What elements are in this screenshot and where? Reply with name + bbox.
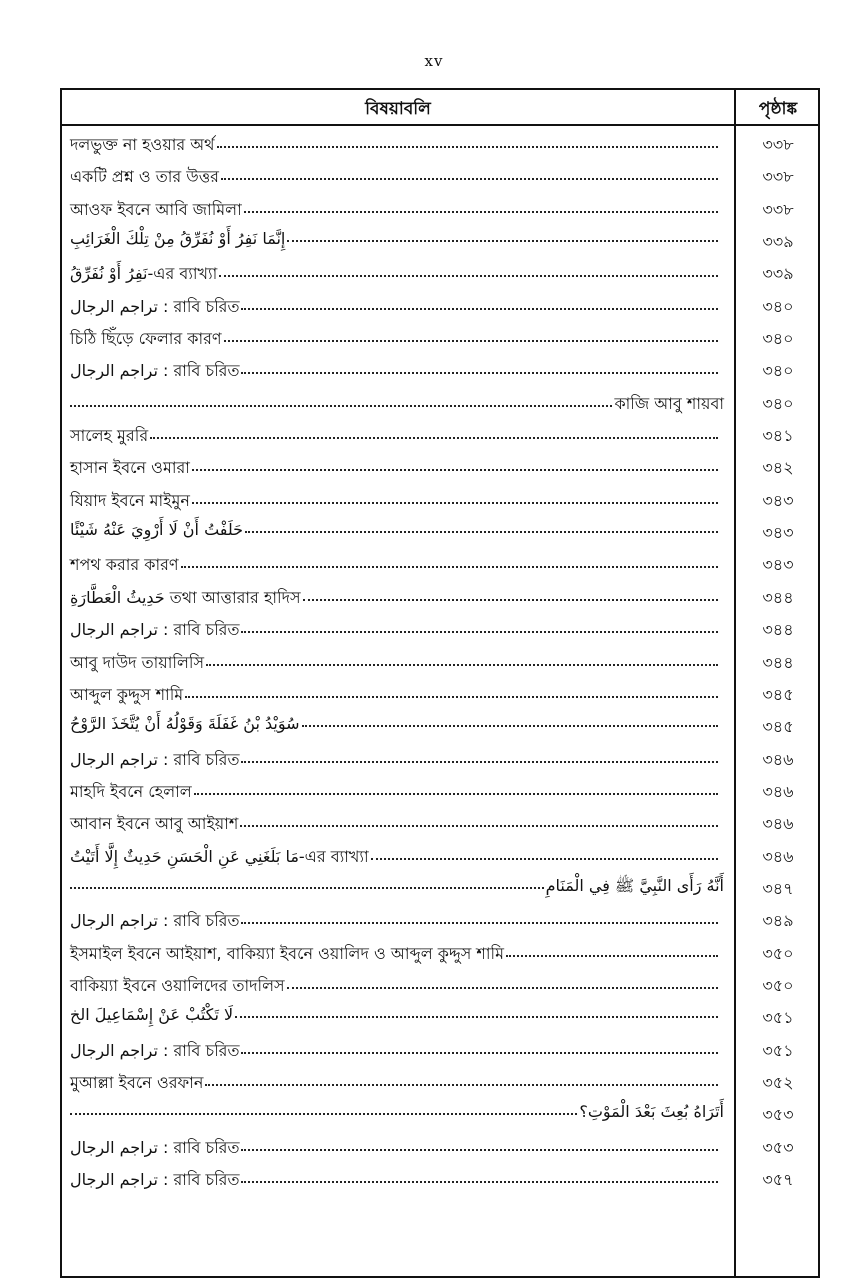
toc-row: [62, 546, 818, 578]
dot-leader: [150, 437, 718, 439]
dot-leader: [241, 372, 718, 374]
toc-entry-page: ৩৫৭: [762, 1170, 794, 1189]
toc-entry-page: ৩৪০: [762, 361, 794, 381]
dot-leader: [185, 696, 718, 698]
toc-entry-title: [70, 520, 724, 539]
toc-entry-page: ৩৪০: [762, 329, 794, 349]
dot-leader: [217, 146, 718, 148]
toc-entry-text: ইসমাইল ইবনে আইয়াশ, বাকিয়্যা ইবনে ওয়ালিদ ও আব্দুল কুদ্দুস শামি: [70, 943, 504, 963]
toc-entry-title: [70, 132, 724, 159]
toc-entry-page: ৩৪৪: [762, 587, 794, 607]
toc-entry-title: [70, 1102, 724, 1121]
toc-entry-text: تراجم الرجال : রাবি চরিত: [70, 1137, 240, 1157]
toc-entry-page: ৩৪৪: [762, 652, 794, 672]
toc-row: [62, 579, 818, 611]
dot-leader: [241, 761, 718, 763]
toc-entry-text: আবু দাউদ তায়ালিসি: [70, 652, 205, 672]
toc-entry-title: [70, 844, 724, 871]
toc-entry-text: تراجم الرجال : রাবি চরিত: [70, 361, 240, 381]
toc-entry-text: আওফ ইবনে আবি জামিলা: [70, 199, 242, 219]
toc-entry-text: আবান ইবনে আবু আইয়াশ: [70, 814, 239, 834]
toc-entry-text: أَتَرَاهُ بُعِثَ بَعْدَ الْمَوْتِ؟: [579, 1102, 724, 1122]
dot-leader: [181, 566, 718, 568]
toc-row: [62, 644, 818, 676]
dot-leader: [224, 340, 718, 342]
toc-entry-title: [70, 455, 724, 482]
toc-row: [62, 449, 818, 481]
toc-entry-page: ৩৪৬: [762, 781, 794, 801]
toc-entry-page: ৩৪৪: [762, 620, 794, 640]
dot-leader: [371, 858, 718, 860]
toc-entry-page: ৩৪৫: [762, 684, 794, 704]
toc-entry-page: ৩৫৩: [762, 1105, 794, 1125]
toc-entry-page: ৩৩৮: [762, 135, 794, 154]
toc-rows: [62, 126, 818, 1193]
toc-row: [62, 676, 818, 708]
dot-leader: [192, 502, 718, 504]
toc-row: [62, 191, 818, 223]
dot-leader: [241, 1181, 718, 1183]
toc-entry-text: হাসান ইবনে ওমারা: [70, 458, 190, 478]
toc-row: [62, 805, 818, 837]
toc-entry-text: سُوَيْدُ بْنُ غَفَلَةَ وَقَوْلُهُ أَنْ يُتَّخَذَ الرَّوْحُ: [70, 714, 300, 734]
toc-entry-text: মাহদি ইবনে হেলাল: [70, 781, 192, 801]
dot-leader: [240, 825, 718, 827]
dot-leader: [241, 922, 718, 924]
toc-entry-text: لَا تَكْتُبْ عَنْ إِسْمَاعِيلَ الخ: [70, 1005, 234, 1025]
toc-entry-text: تراجم الرجال : রাবি চরিত: [70, 1040, 240, 1060]
toc-entry-title: [70, 164, 724, 191]
toc-row: [62, 741, 818, 773]
toc-row: [62, 288, 818, 320]
toc-row: [62, 223, 818, 255]
toc-entry-text: শপথ করার কারণ: [70, 555, 179, 575]
toc-row: [62, 1161, 818, 1193]
toc-entry-text: দলভুক্ত না হওয়ার অর্থ: [70, 135, 215, 154]
toc-entry-title: [70, 876, 724, 899]
toc-entry-text: একটি প্রশ্ন ও তার উত্তর: [70, 167, 219, 187]
toc-entry-page: ৩৩৯: [762, 264, 794, 284]
dot-leader: [506, 955, 718, 957]
toc-entry-title: [70, 585, 724, 612]
toc-entry-page: ৩৪২: [762, 458, 794, 478]
dot-leader: [235, 1016, 718, 1018]
dot-leader: [303, 599, 718, 601]
dot-leader: [241, 631, 718, 633]
toc-row: [62, 838, 818, 870]
toc-row: [62, 1032, 818, 1064]
toc-entry-page: ৩৫২: [762, 1072, 794, 1092]
toc-entry-text: مَا بَلَغَنِي عَنِ الْحَسَنِ حَدِيثٌ إِلَّا أَتَيْتُ-এর ব্যাখ্যা: [70, 846, 369, 866]
toc-entry-text: تراجم الرجال : রাবি চরিত: [70, 749, 240, 769]
toc-row: [62, 935, 818, 967]
toc-entry-text: تراجم الرجال : রাবি চরিত: [70, 296, 240, 316]
toc-entry-title: [70, 423, 724, 450]
toc-entry-page: ৩৪৬: [762, 749, 794, 769]
dot-leader: [205, 1084, 718, 1086]
dot-leader: [244, 211, 718, 213]
toc-row: [62, 902, 818, 934]
toc-row: [62, 514, 818, 546]
toc-entry-title: [70, 1135, 724, 1162]
dot-leader: [287, 987, 718, 989]
dot-leader: [70, 887, 544, 889]
dot-leader: [221, 178, 718, 180]
toc-entry-title: [70, 488, 724, 515]
toc-entry-page: ৩৫০: [762, 975, 794, 995]
toc-entry-title: [70, 229, 724, 248]
toc-row: [62, 255, 818, 287]
toc-entry-page: ৩৪৬: [762, 846, 794, 866]
toc-entry-text: বাকিয়্যা ইবনে ওয়ালিদের তাদলিস: [70, 975, 285, 995]
toc-row: [62, 320, 818, 352]
toc-entry-title: [70, 1005, 724, 1024]
header-topics: বিষয়াবলি: [365, 99, 431, 119]
dot-leader: [241, 1052, 718, 1054]
dot-leader: [287, 240, 718, 242]
toc-entry-page: ৩৫১: [762, 1040, 794, 1060]
toc-entry-text: حَلَفْتُ أَنْ لَا أَرْوِيَ عَنْهُ شَيْئًا: [70, 520, 244, 540]
toc-entry-title: [70, 197, 724, 224]
toc-entry-page: ৩৩৮: [762, 199, 794, 219]
dot-leader: [241, 1149, 718, 1151]
toc-entry-title: [70, 326, 724, 353]
toc-entry-text: যিয়াদ ইবনে মাইমুন: [70, 490, 190, 510]
toc-row: [62, 1064, 818, 1096]
dot-leader: [219, 275, 718, 277]
toc-entry-title: [70, 714, 724, 733]
toc-entry-text: সালেহ মুররি: [70, 426, 149, 446]
toc-entry-text: حَدِيثُ الْعَطَّارَةِ তথা আত্তারার হাদিস: [70, 587, 301, 607]
dot-leader: [70, 1113, 577, 1115]
toc-entry-page: ৩৩৮: [762, 167, 794, 187]
toc-entry-page: ৩৪১: [762, 426, 794, 446]
toc-entry-title: [70, 973, 724, 1000]
toc-entry-page: ৩৪৯: [762, 911, 794, 931]
toc-row: [62, 126, 818, 158]
toc-entry-text: কাজি আবু শায়বা: [614, 393, 724, 413]
dot-leader: [70, 405, 612, 407]
toc-entry-page: ৩৪৩: [762, 490, 794, 510]
toc-entry-page: ৩৫৩: [762, 1137, 794, 1157]
toc-entry-title: [70, 1167, 724, 1194]
toc-entry-text: تراجم الرجال : রাবি চরিত: [70, 620, 240, 640]
toc-row: [62, 352, 818, 384]
toc-row: [62, 482, 818, 514]
toc-entry-page: ৩৩৯: [762, 232, 794, 252]
toc-entry-title: [70, 747, 724, 774]
toc-row: [62, 999, 818, 1031]
header-page: পৃষ্ঠাঙ্ক: [758, 99, 798, 119]
toc-entry-title: [70, 294, 724, 321]
toc-entry-text: চিঠি ছিঁড়ে ফেলার কারণ: [70, 329, 222, 349]
toc-entry-title: [70, 779, 724, 806]
toc-entry-text: إِنَّمَا نَفِرُ أَوْ نُفَرِّقُ مِنْ تِلْكَ الْغَرَائِبِ: [70, 229, 286, 249]
toc-row: [62, 870, 818, 902]
toc-row: [62, 773, 818, 805]
toc-entry-page: ৩৪৬: [762, 814, 794, 834]
toc-entry-page: ৩৪৭: [762, 878, 794, 898]
toc-entry-page: ৩৪০: [762, 393, 794, 413]
toc-entry-page: ৩৪৫: [762, 717, 794, 737]
toc-entry-text: تراجم الرجال : রাবি চরিত: [70, 1170, 240, 1189]
toc-row: [62, 385, 818, 417]
toc-entry-page: ৩৪৩: [762, 555, 794, 575]
toc-entry-text: মুআল্লা ইবনে ওরফান: [70, 1072, 204, 1092]
toc-entry-title: [70, 941, 724, 968]
toc-entry-page: ৩৪০: [762, 296, 794, 316]
toc-entry-title: [70, 617, 724, 644]
toc-row: [62, 417, 818, 449]
toc-row: [62, 611, 818, 643]
toc-row: [62, 1096, 818, 1128]
toc-entry-title: [70, 650, 724, 677]
table-header: [62, 90, 818, 126]
toc-entry-page: ৩৪৩: [762, 523, 794, 543]
dot-leader: [206, 664, 718, 666]
dot-leader: [192, 469, 718, 471]
toc-row: [62, 708, 818, 740]
toc-entry-page: ৩৫১: [762, 1008, 794, 1028]
toc-entry-title: [70, 908, 724, 935]
toc-entry-title: [70, 391, 724, 418]
toc-row: [62, 1129, 818, 1161]
toc-entry-title: [70, 811, 724, 838]
toc-row: [62, 967, 818, 999]
toc-entry-text: نَفِرُ أَوْ نُفَرِّقُ-এর ব্যাখ্যা: [70, 264, 218, 284]
toc-entry-text: تراجم الرجال : রাবি চরিত: [70, 911, 240, 931]
toc-entry-page: ৩৫০: [762, 943, 794, 963]
toc-entry-text: أَنَّهُ رَأَى النَّبِيَّ ﷺ فِي الْمَنَامِ: [545, 875, 724, 895]
dot-leader: [302, 725, 718, 727]
roman-page-number: xv: [424, 52, 444, 70]
toc-entry-title: [70, 1038, 724, 1065]
dot-leader: [245, 531, 718, 533]
toc-entry-title: [70, 261, 724, 288]
table-of-contents: [60, 88, 820, 1278]
dot-leader: [241, 308, 718, 310]
toc-entry-title: [70, 358, 724, 385]
toc-row: [62, 158, 818, 190]
toc-entry-text: আব্দুল কুদ্দুস শামি: [70, 684, 184, 704]
toc-entry-title: [70, 1070, 724, 1097]
toc-entry-title: [70, 552, 724, 579]
dot-leader: [194, 793, 718, 795]
toc-entry-title: [70, 682, 724, 709]
